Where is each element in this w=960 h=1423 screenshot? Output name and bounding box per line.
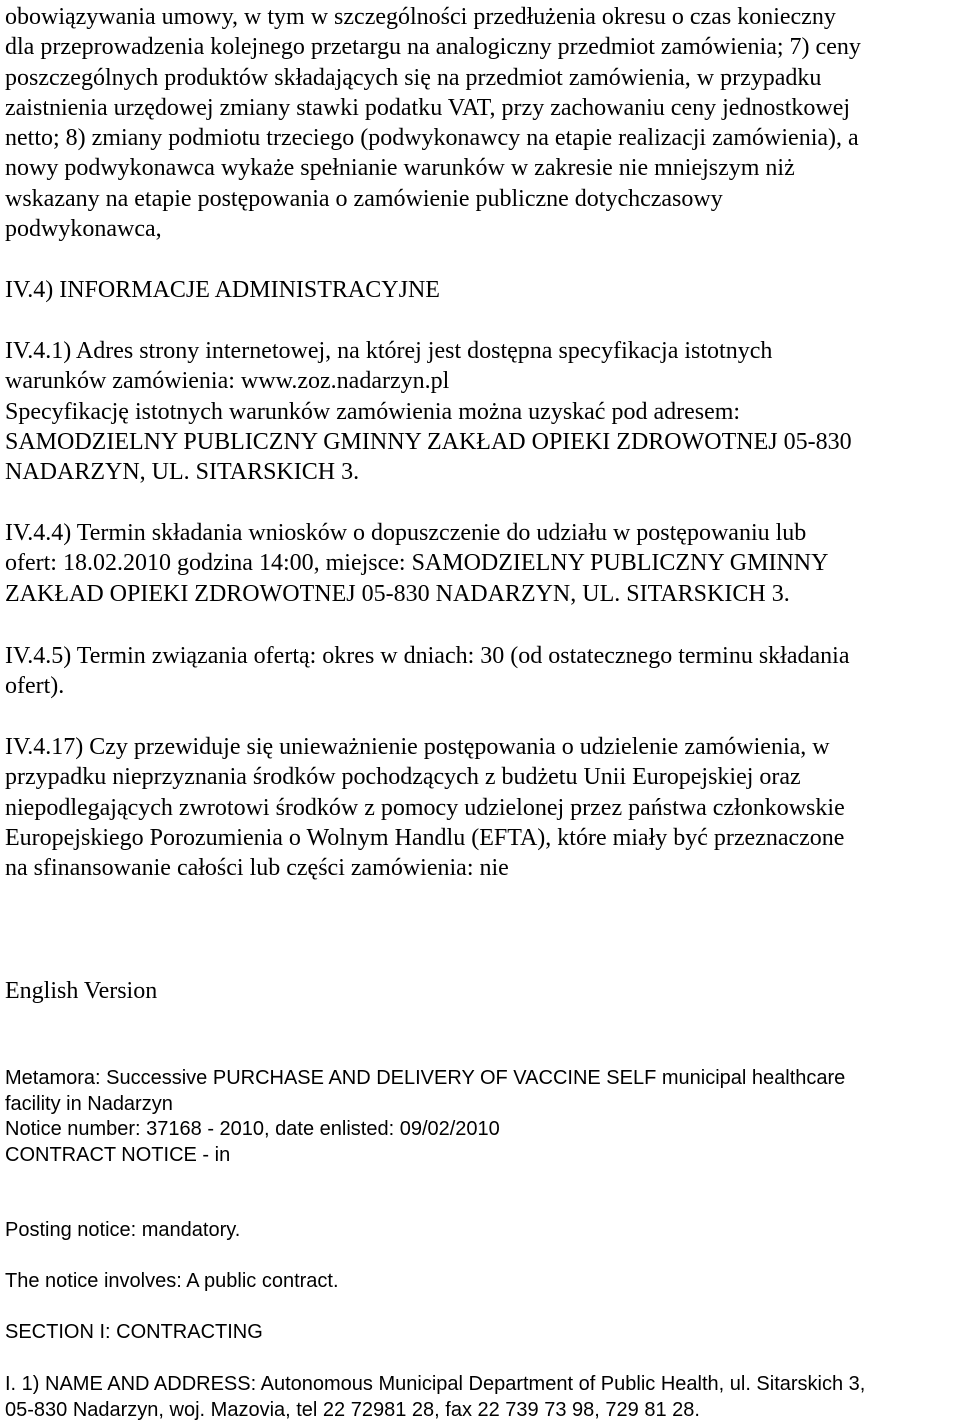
contract-notice: CONTRACT NOTICE - in (5, 1143, 231, 1166)
text-line: IV.4.1) Adres strony internetowej, na której jest dostępna specyfikacja istotnych (5, 338, 773, 364)
text-line: obowiązywania umowy, w tym w szczególności przedłużenia okresu o czas konieczny (5, 4, 836, 30)
section-heading: SECTION I: CONTRACTING (5, 1321, 263, 1343)
english-metamora (5, 1066, 845, 1168)
notice-number: Notice number: 37168 - 2010, date enlisted: 09/02/2010 (5, 1118, 500, 1140)
text-line: IV.4.17) Czy przewiduje się unieważnienie postępowania o udzielenie zamówienia, w (5, 734, 830, 760)
english-version-heading: English Version (5, 978, 158, 1004)
text-line: facility in Nadarzyn (5, 1092, 173, 1115)
text-line: zaistnienia urzędowej zmiany stawki podatku VAT, przy zachowaniu ceny jednostkowej (5, 94, 851, 121)
text-line: niepodlegających zwrotowi środków z pomocy udzielonej przez państwa członkowskie (5, 794, 845, 821)
english-section-1 (5, 1320, 263, 1346)
section-iv-4-17 (5, 732, 845, 883)
english-posting-notice (5, 1218, 240, 1244)
notice-involves: The notice involves: A public contract. (5, 1270, 339, 1292)
section-iv-4-4 (5, 518, 828, 609)
text-line: podwykonawca, (5, 216, 162, 243)
english-name-address (5, 1372, 865, 1423)
text-line: ofert). (5, 673, 65, 700)
text-line: Specyfikację istotnych warunków zamówienia można uzyskać pod adresem: (5, 398, 741, 425)
section-iv-4-5 (5, 641, 849, 702)
text-line: na sfinansowanie całości lub części zamówienia: nie (5, 855, 509, 882)
section-heading: IV.4) INFORMACJE ADMINISTRACYJNE (5, 277, 440, 303)
english-involves (5, 1269, 339, 1295)
text-line: przypadku nieprzyznania środków pochodzących z budżetu Unii Europejskiej oraz (5, 764, 801, 791)
text-line: poszczególnych produktów składających się na przedmiot zamówienia, w przypadku (5, 64, 822, 91)
text-line: I. 1) NAME AND ADDRESS: Autonomous Municipal Department of Public Health, ul. Sitarskich 3, (5, 1373, 866, 1395)
text-line: SAMODZIELNY PUBLICZNY GMINNY ZAKŁAD OPIEKI ZDROWOTNEJ 05-830 (5, 428, 852, 455)
text-line: ZAKŁAD OPIEKI ZDROWOTNEJ 05-830 NADARZYN, UL. SITARSKICH 3. (5, 580, 790, 607)
text-line: wskazany na etapie postępowania o zamówienie publiczne dotychczasowy (5, 185, 723, 212)
contract-amendment-paragraph (5, 2, 861, 244)
section-iv-4-1 (5, 336, 852, 487)
text-line: Metamora: Successive PURCHASE AND DELIVERY OF VACCINE SELF municipal healthcare (5, 1067, 846, 1089)
text-line: nowy podwykonawca wykaże spełnianie warunków w zakresie nie mniejszym niż (5, 155, 795, 182)
text-line: netto; 8) zmiany podmiotu trzeciego (podwykonawcy na etapie realizacji zamówienia), a (5, 125, 859, 152)
text-line: NADARZYN, UL. SITARSKICH 3. (5, 459, 360, 486)
text-line: 05-830 Nadarzyn, woj. Mazovia, tel 22 72981 28, fax 22 739 73 98, 729 81 28. (5, 1398, 700, 1421)
text-line: IV.4.5) Termin związania ofertą: okres w dniach: 30 (od ostatecznego terminu składania (5, 643, 850, 669)
text-line: ofert: 18.02.2010 godzina 14:00, miejsce: SAMODZIELNY PUBLICZNY GMINNY (5, 550, 829, 577)
english-version-heading-block (5, 976, 157, 1006)
text-line: dla przeprowadzenia kolejnego przetargu na analogiczny przedmiot zamówienia; 7) ceny (5, 34, 861, 61)
posting-notice: Posting notice: mandatory. (5, 1219, 241, 1241)
section-heading-administrative (5, 275, 440, 305)
text-line: warunków zamówienia: www.zoz.nadarzyn.pl (5, 368, 450, 395)
text-line: Europejskiego Porozumienia o Wolnym Handlu (EFTA), które miały być przeznaczone (5, 824, 845, 851)
text-line: IV.4.4) Termin składania wniosków o dopuszczenie do udziału w postępowaniu lub (5, 520, 807, 546)
